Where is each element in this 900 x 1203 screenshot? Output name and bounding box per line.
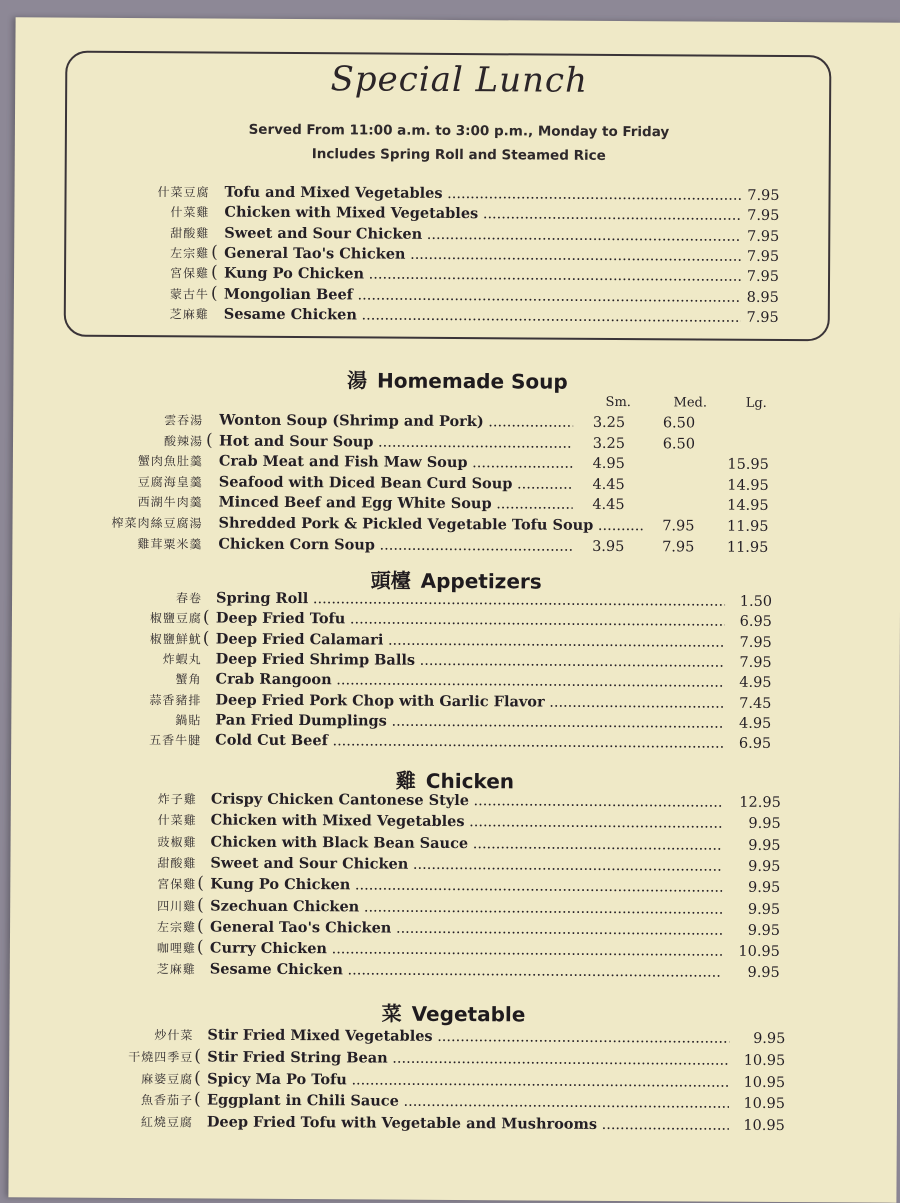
appetizers-item-price: 7.45 xyxy=(739,695,772,712)
vegetable-item xyxy=(9,1046,869,1071)
soup-item-chinese-name: 雲吞湯 xyxy=(164,413,204,428)
soup-item-price-sm: 3.95 xyxy=(592,538,625,555)
lunch-includes: Includes Spring Roll and Steamed Rice xyxy=(311,146,606,164)
soup-item-price-med: 7.95 xyxy=(662,518,695,535)
spicy-marker-icon: ( xyxy=(197,916,204,937)
lunch-item-chinese-name: 蒙古牛 xyxy=(169,286,209,301)
lunch-item-chinese-name: 什菜雞 xyxy=(170,205,210,220)
appetizers-item-name: Deep Fried Calamari ..... xyxy=(216,629,725,652)
soup-item-name: Minced Beef and Egg White Soup ..... xyxy=(219,493,573,515)
soup-item-price-lg: 11.95 xyxy=(726,518,769,535)
chicken-item-chinese-name: 豉椒雞 xyxy=(157,834,197,850)
vegetable-heading-zh: 菜 xyxy=(381,1001,402,1026)
spicy-marker-icon: ( xyxy=(194,1068,201,1089)
appetizers-item-chinese-name: 鍋貼 xyxy=(175,713,202,728)
chicken-item-name: Curry Chicken ..... xyxy=(210,939,722,962)
chicken-item-price: 10.95 xyxy=(738,943,780,961)
vegetable-item xyxy=(9,1024,869,1049)
appetizers-item-chinese-name: 椒鹽豆腐 xyxy=(149,611,202,626)
soup-item-chinese-name: 西湖牛肉羹 xyxy=(137,495,203,510)
vegetable-item-price: 10.95 xyxy=(743,1096,786,1113)
vegetable-item-name: Eggplant in Chili Sauce ..... xyxy=(207,1091,729,1114)
soup-heading-zh: 湯 xyxy=(346,368,368,393)
lunch-item-chinese-name: 甜酸雞 xyxy=(170,225,210,241)
vegetable-item-price: 10.95 xyxy=(743,1052,786,1069)
appetizers-item-name: Cold Cut Beef ..... xyxy=(215,731,724,754)
chicken-item-chinese-name: 炸子雞 xyxy=(157,792,197,807)
vegetable-item xyxy=(9,1111,869,1136)
soup-item xyxy=(12,533,872,558)
soup-item-price-med: 6.50 xyxy=(662,435,696,453)
soup-col-large: Lg. xyxy=(745,395,767,411)
vegetable-item xyxy=(9,1068,869,1093)
vegetable-item-price: 9.95 xyxy=(753,1030,786,1048)
chicken-item-price: 9.95 xyxy=(747,965,780,982)
chicken-item-name: Sesame Chicken ..... xyxy=(210,960,722,983)
spicy-marker-icon: ( xyxy=(194,1046,201,1067)
appetizers-heading-en: Appetizers xyxy=(420,568,542,594)
chicken-item-price: 9.95 xyxy=(747,901,781,918)
appetizers-item-price: 7.95 xyxy=(739,634,772,651)
soup-item-chinese-name: 豆腐海皇羹 xyxy=(137,474,203,490)
soup-item-price-sm: 4.45 xyxy=(592,476,625,493)
lunch-item-name: Kung Po Chicken ..... xyxy=(224,264,741,287)
spicy-marker-icon: ( xyxy=(211,242,218,263)
soup-item-name: Hot and Sour Soup ..... xyxy=(219,431,573,453)
vegetable-item-chinese-name: 麻婆豆腐 xyxy=(141,1071,194,1086)
spicy-marker-icon: ( xyxy=(210,262,218,283)
lunch-item-price: 7.95 xyxy=(747,208,780,225)
soup-item-name: Crab Meat and Fish Maw Soup ..... xyxy=(219,452,573,474)
soup-item-price-sm: 3.25 xyxy=(592,435,626,452)
appetizers-item-name: Spring Roll ..... xyxy=(216,589,725,612)
spicy-marker-icon: ( xyxy=(205,430,213,451)
appetizers-item-price: 6.95 xyxy=(738,735,772,753)
soup-item-price-sm: 4.45 xyxy=(592,497,625,514)
lunch-item-price: 7.95 xyxy=(746,268,780,286)
vegetable-item-name: Stir Fried Mixed Vegetables ..... xyxy=(207,1025,729,1048)
lunch-item-price: 7.95 xyxy=(746,228,780,245)
vegetable-heading-en: Vegetable xyxy=(411,1001,526,1027)
chicken-item-price: 9.95 xyxy=(748,837,781,854)
lunch-item-chinese-name: 什菜豆腐 xyxy=(157,185,210,200)
lunch-item-chinese-name: 宮保雞 xyxy=(169,266,210,281)
vegetable-item-chinese-name: 干燒四季豆 xyxy=(128,1049,194,1065)
chicken-heading-en: Chicken xyxy=(425,768,515,794)
lunch-item-chinese-name: 左宗雞 xyxy=(170,246,210,261)
vegetable-item-name: Deep Fried Tofu with Vegetable and Mushrooms ..... xyxy=(207,1113,729,1136)
lunch-item-name: Tofu and Mixed Vegetables ..... xyxy=(224,183,741,206)
vegetable-item-chinese-name: 魚香茄子 xyxy=(140,1093,194,1108)
appetizers-item-chinese-name: 椒鹽鮮魷 xyxy=(149,631,202,647)
soup-item-price-lg: 14.95 xyxy=(727,498,769,515)
soup-item-name: Shredded Pork & Pickled Vegetable Tofu Soup ..... xyxy=(218,514,642,537)
spicy-marker-icon: ( xyxy=(202,628,210,649)
lunch-item-chinese-name: 芝麻雞 xyxy=(169,307,209,322)
chicken-item xyxy=(10,959,870,984)
appetizers-item-chinese-name: 蟹角 xyxy=(175,672,202,687)
chicken-item-chinese-name: 芝麻雞 xyxy=(156,962,196,977)
vegetable-item-chinese-name: 炒什菜 xyxy=(154,1028,194,1043)
appetizers-item-price: 1.50 xyxy=(739,593,773,610)
chicken-item-name: General Tao's Chicken ..... xyxy=(210,917,722,940)
soup-item-price-lg: 15.95 xyxy=(727,456,769,474)
chicken-item-name: Chicken with Black Bean Sauce ..... xyxy=(211,832,723,855)
menu-page xyxy=(8,17,900,1202)
chicken-item-chinese-name: 什菜雞 xyxy=(157,813,197,828)
lunch-item-name: Mongolian Beef ..... xyxy=(224,284,741,307)
chicken-item-name: Kung Po Chicken ..... xyxy=(210,875,722,898)
appetizers-item-chinese-name: 蒜香豬排 xyxy=(149,692,202,707)
chicken-item-name: Chicken with Mixed Vegetables ..... xyxy=(211,811,723,834)
lunch-item-name: Sweet and Sour Chicken ..... xyxy=(224,223,741,246)
spicy-marker-icon: ( xyxy=(202,607,210,628)
spicy-marker-icon: ( xyxy=(210,282,218,304)
soup-item-chinese-name: 蟹肉魚肚羹 xyxy=(137,454,203,469)
chicken-item-chinese-name: 宮保雞 xyxy=(157,877,197,892)
chicken-item-price: 12.95 xyxy=(739,794,781,811)
appetizers-item-chinese-name: 炸蝦丸 xyxy=(162,652,202,667)
chicken-item-price: 9.95 xyxy=(747,922,781,939)
lunch-item-price: 7.95 xyxy=(746,309,779,326)
special-lunch-title: Special Lunch xyxy=(330,59,589,101)
appetizers-heading-zh: 頭檯 xyxy=(370,568,411,593)
soup-item-chinese-name: 雞茸粟米羹 xyxy=(137,536,203,552)
lunch-item-name: Chicken with Mixed Vegetables ..... xyxy=(224,203,741,226)
chicken-item-chinese-name: 左宗雞 xyxy=(156,919,197,935)
appetizers-item-name: Crab Rangoon ..... xyxy=(216,670,725,693)
lunch-item-price: 8.95 xyxy=(746,289,779,306)
soup-heading xyxy=(13,362,900,396)
vegetable-item xyxy=(9,1090,869,1115)
soup-item-name: Seafood with Diced Bean Curd Soup ..... xyxy=(219,472,573,494)
soup-item-name: Wonton Soup (Shrimp and Pork) ..... xyxy=(219,411,573,433)
soup-item-price-lg: 14.95 xyxy=(727,477,769,494)
soup-item-chinese-name: 酸辣湯 xyxy=(163,433,204,449)
appetizers-item-chinese-name: 五香牛腱 xyxy=(149,733,202,748)
appetizers-item-name: Deep Fried Shrimp Balls ..... xyxy=(216,649,725,672)
spicy-marker-icon: ( xyxy=(197,894,204,915)
soup-item-price-med: 6.50 xyxy=(662,415,696,432)
appetizers-item-name: Deep Fried Tofu ..... xyxy=(216,609,725,632)
appetizers-item-price: 4.95 xyxy=(739,674,772,692)
chicken-item-name: Sweet and Sour Chicken ..... xyxy=(210,853,722,876)
chicken-item-chinese-name: 四川雞 xyxy=(157,898,197,913)
soup-col-small: Sm. xyxy=(605,394,632,411)
appetizers-item-chinese-name: 春卷 xyxy=(176,591,203,606)
spicy-marker-icon: ( xyxy=(196,937,204,958)
lunch-item-price: 7.95 xyxy=(747,187,780,204)
chicken-item-price: 9.95 xyxy=(748,858,781,875)
appetizers-item-price: 6.95 xyxy=(739,614,772,631)
soup-item-price-med: 7.95 xyxy=(662,538,695,556)
spicy-marker-icon: ( xyxy=(193,1089,201,1110)
vegetable-item-name: Spicy Ma Po Tofu ..... xyxy=(207,1069,729,1092)
lunch-item-price: 7.95 xyxy=(746,248,780,265)
soup-item-price-lg: 11.95 xyxy=(726,539,769,556)
soup-item-price-sm: 3.25 xyxy=(592,414,626,432)
chicken-item-name: Crispy Chicken Cantonese Style ..... xyxy=(211,790,723,813)
soup-item-name: Chicken Corn Soup ..... xyxy=(218,534,572,556)
lunch-hours: Served From 11:00 a.m. to 3:00 p.m., Monday to Friday xyxy=(248,121,670,141)
lunch-item-name: General Tao's Chicken ..... xyxy=(224,243,741,266)
appetizers-item-name: Deep Fried Pork Chop with Garlic Flavor ..... xyxy=(215,690,724,713)
chicken-heading-zh: 雞 xyxy=(395,768,416,793)
appetizers-item-price: 7.95 xyxy=(739,654,772,671)
chicken-item-chinese-name: 咖哩雞 xyxy=(156,941,196,956)
soup-item-chinese-name: 榨菜肉絲豆腐湯 xyxy=(111,515,203,531)
soup-col-medium: Med. xyxy=(673,395,708,411)
lunch-item-name: Sesame Chicken ..... xyxy=(224,304,741,327)
soup-heading-en: Homemade Soup xyxy=(376,368,568,394)
chicken-item-price: 9.95 xyxy=(747,879,781,897)
vegetable-item-price: 10.95 xyxy=(743,1117,785,1135)
spicy-marker-icon: ( xyxy=(197,873,205,894)
appetizers-item-name: Pan Fried Dumplings ..... xyxy=(215,710,724,733)
chicken-item-name: Szechuan Chicken ..... xyxy=(210,896,722,919)
vegetable-item-price: 10.95 xyxy=(743,1074,786,1091)
soup-item-price-sm: 4.95 xyxy=(592,456,625,473)
appetizers-item-price: 4.95 xyxy=(738,715,772,732)
chicken-item-chinese-name: 甜酸雞 xyxy=(157,856,197,871)
vegetable-item-name: Stir Fried String Bean ..... xyxy=(207,1047,729,1070)
vegetable-item-chinese-name: 紅燒豆腐 xyxy=(140,1115,193,1130)
appetizers-item xyxy=(11,729,871,754)
chicken-item-price: 9.95 xyxy=(748,816,781,833)
